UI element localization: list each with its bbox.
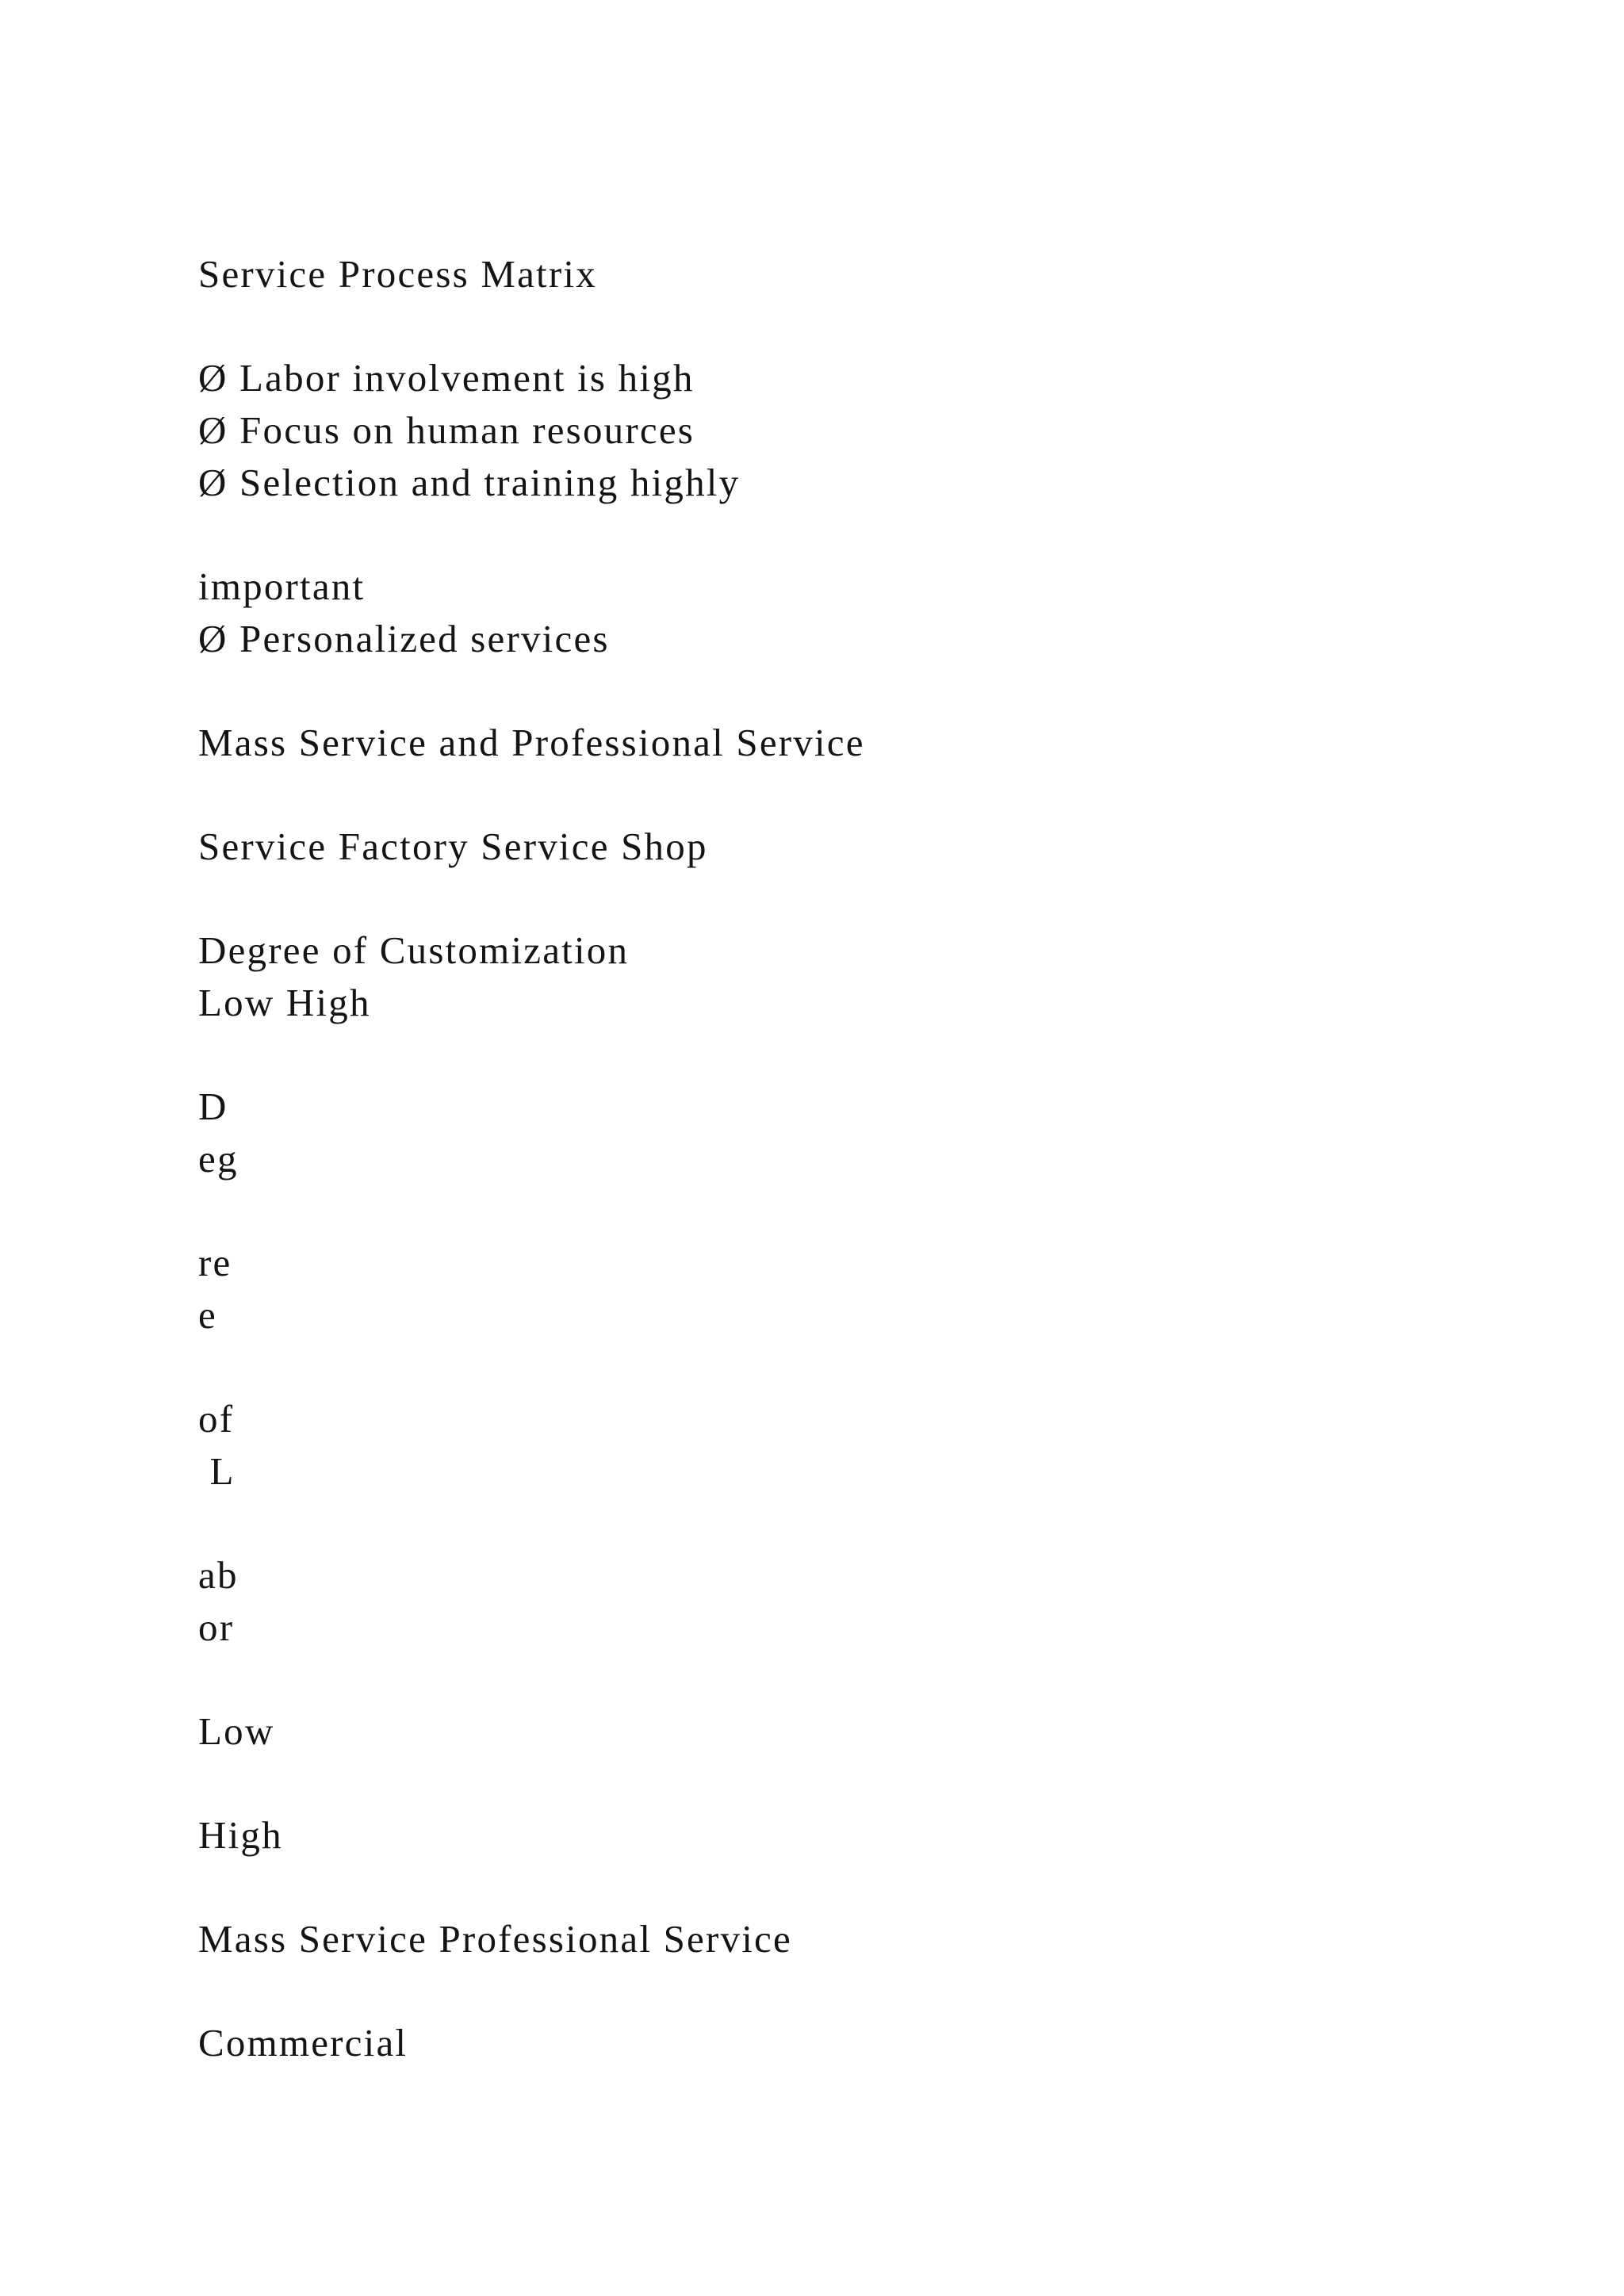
vertical-axis-fragment: L xyxy=(198,1449,236,1493)
vertical-axis-low: Low xyxy=(198,1709,275,1753)
customization-axis-scale: Low High xyxy=(198,981,371,1024)
vertical-axis-fragment: D xyxy=(198,1085,228,1128)
vertical-axis-fragment: eg xyxy=(198,1137,239,1181)
vertical-axis-fragment: of xyxy=(198,1397,235,1441)
vertical-axis-high: High xyxy=(198,1813,283,1857)
commercial-label: Commercial xyxy=(198,2021,408,2064)
vertical-axis-fragment: e xyxy=(198,1293,217,1337)
line-factory-shop: Service Factory Service Shop xyxy=(198,825,708,868)
bullet-labor-involvement: Ø Labor involvement is high xyxy=(198,356,695,400)
bullet-selection-training: Ø Selection and training highly xyxy=(198,461,741,504)
bullet-personalized-services: Ø Personalized services xyxy=(198,617,610,660)
customization-axis-label: Degree of Customization xyxy=(198,928,630,972)
document-title: Service Process Matrix xyxy=(198,252,597,296)
bullet-continuation-important: important xyxy=(198,564,366,608)
vertical-axis-fragment: or xyxy=(198,1605,235,1649)
line-mass-and-professional: Mass Service and Professional Service xyxy=(198,721,865,764)
bullet-human-resources: Ø Focus on human resources xyxy=(198,408,695,452)
vertical-axis-fragment: re xyxy=(198,1241,232,1284)
quadrant-bottom-labels: Mass Service Professional Service xyxy=(198,1917,792,1961)
vertical-axis-fragment: ab xyxy=(198,1553,239,1597)
